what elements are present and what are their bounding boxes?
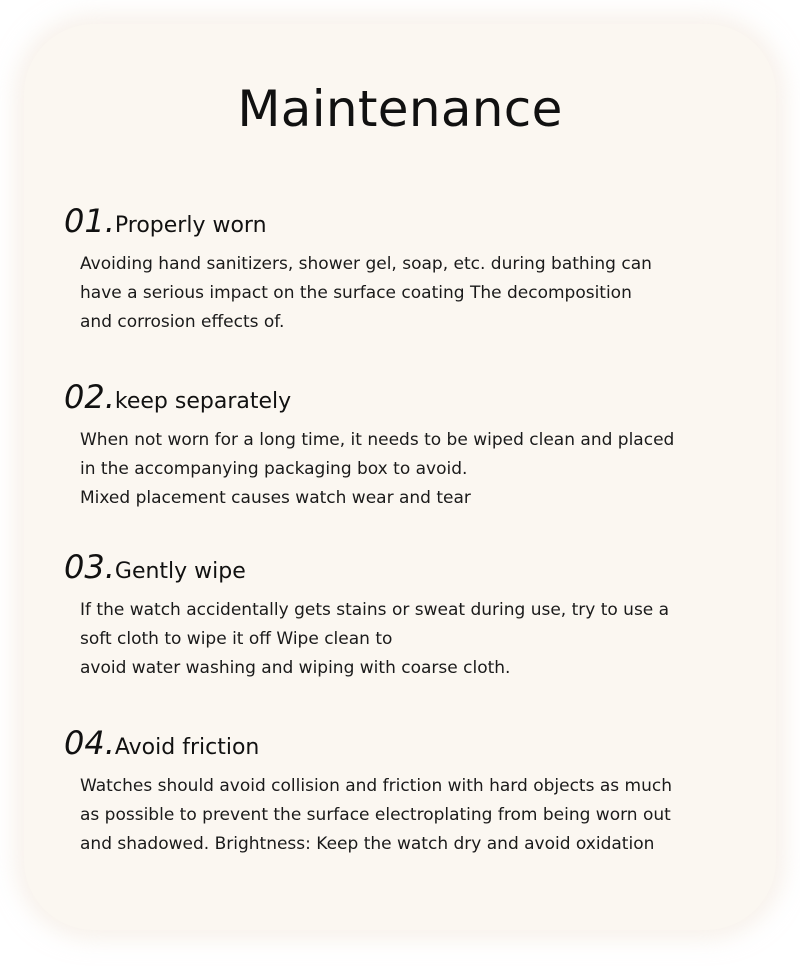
body-line: When not worn for a long time, it needs to be wiped clean and placed [80, 430, 675, 450]
section-number: 04. [64, 724, 115, 762]
body-line: and corrosion effects of. [80, 312, 285, 332]
section-title: Properly worn [114, 213, 267, 238]
section-heading [64, 202, 267, 240]
section-heading [64, 378, 291, 416]
section-body [80, 772, 760, 859]
body-line: soft cloth to wipe it off Wipe clean to [80, 629, 393, 649]
section-number: 02. [64, 378, 115, 416]
page-title: Maintenance [237, 80, 563, 138]
body-line: Mixed placement causes watch wear and tear [80, 488, 471, 508]
section-number: 03. [64, 548, 115, 586]
body-line: in the accompanying packaging box to avoid. [80, 459, 468, 479]
section-title: Gently wipe [114, 559, 246, 584]
section-heading [64, 548, 246, 586]
body-line: Avoiding hand sanitizers, shower gel, soap, etc. during bathing can [80, 254, 652, 274]
section-number: 01. [64, 202, 115, 240]
body-line: have a serious impact on the surface coating The decomposition [80, 283, 632, 303]
section-body [80, 426, 760, 513]
section-body [80, 250, 760, 337]
body-line: If the watch accidentally gets stains or sweat during use, try to use a [80, 600, 670, 620]
section-title: keep separately [114, 389, 292, 414]
body-line: as possible to prevent the surface electroplating from being worn out [80, 805, 671, 825]
body-line: Watches should avoid collision and friction with hard objects as much [80, 776, 672, 796]
body-line: and shadowed. Brightness: Keep the watch dry and avoid oxidation [80, 834, 655, 854]
section-body [80, 596, 760, 683]
body-line: avoid water washing and wiping with coarse cloth. [80, 658, 511, 678]
section-title: Avoid friction [114, 735, 260, 760]
section-heading [64, 724, 259, 762]
